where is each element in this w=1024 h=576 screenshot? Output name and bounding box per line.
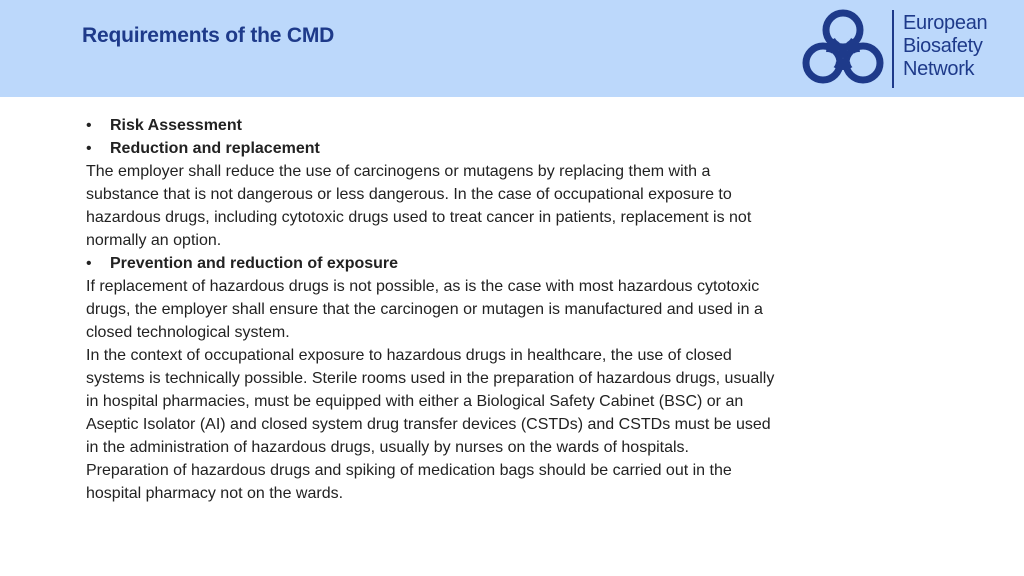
logo-line-2: Biosafety: [903, 35, 983, 57]
page-title: Requirements of the CMD: [82, 24, 335, 47]
bullet-dot: •: [86, 140, 92, 157]
logo-divider: [892, 10, 894, 88]
bullet-prevention-reduction: [86, 252, 776, 275]
bullet-dot: •: [86, 255, 92, 272]
bullet-reduction-replacement: [86, 137, 776, 160]
bullet-text: Risk Assessment: [110, 117, 242, 134]
bullet-dot: •: [86, 117, 92, 134]
logo-line-1: European: [903, 12, 988, 34]
logo-text: [903, 12, 987, 81]
paragraph-closed-system: If replacement of hazardous drugs is not possible, as is the case with most hazardous cytotoxic drugs, the employer shall ensure that the carcinogen or mutagen is manufactured and used in a closed technological system.: [86, 278, 763, 341]
bullet-risk-assessment: [86, 114, 776, 137]
bullet-text: Prevention and reduction of exposure: [110, 255, 399, 272]
logo-line-3: Network: [903, 58, 975, 80]
paragraph-replacement: The employer shall reduce the use of carcinogens or mutagens by replacing them with a substance that is not dangerous or less dangerous. In the case of occupational exposure to hazardous drugs, including cytotoxic drugs used to treat cancer in patients, replacement is not normally an option.: [86, 163, 752, 249]
header-band: [0, 0, 1024, 97]
biohazard-icon: [800, 8, 886, 90]
content-body: [86, 114, 776, 505]
bullet-text: Reduction and replacement: [110, 140, 320, 157]
ebn-logo: [800, 8, 1010, 90]
paragraph-healthcare-context: In the context of occupational exposure to hazardous drugs in healthcare, the use of closed systems is technically possible. Sterile rooms used in the preparation of hazardous drugs, usually in hospital pharmacies, must be equipped with either a Biological Safety Cabinet (BSC) or an Aseptic Isolator (AI) and closed system drug transfer devices (CSTDs) and CSTDs must be used in the administration of hazardous drugs, usually by nurses on the wards of hospitals. Preparation of hazardous drugs and spiking of medication bags should be carried out in the hospital pharmacy not on the wards.: [86, 347, 775, 502]
